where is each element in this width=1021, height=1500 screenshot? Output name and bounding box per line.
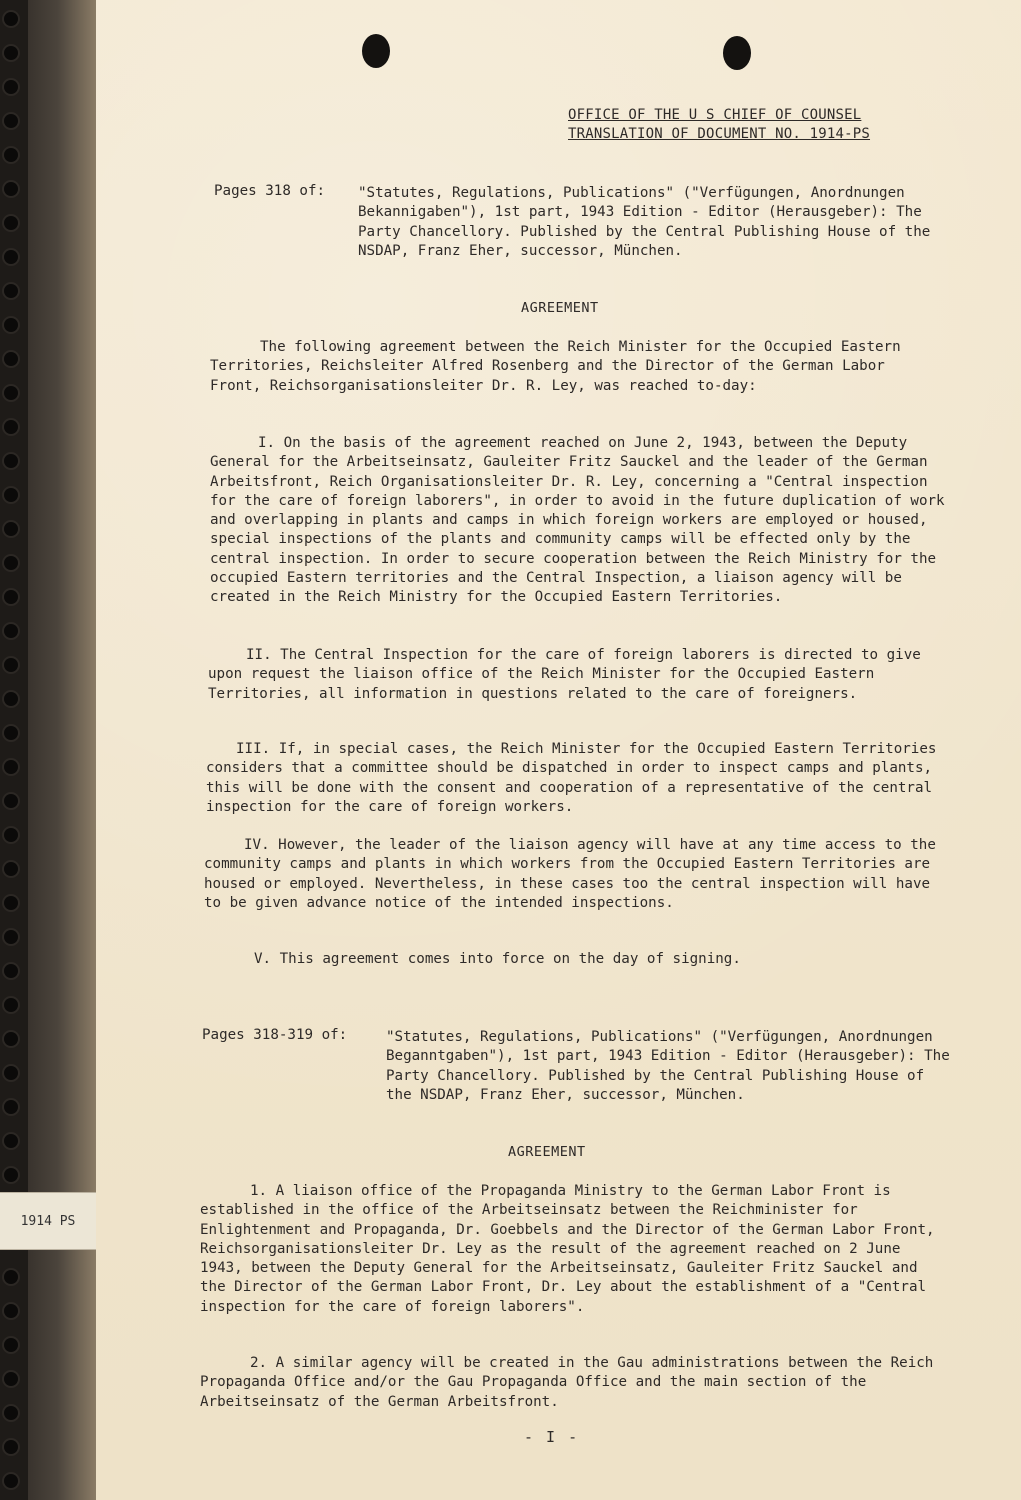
article-i: I. On the basis of the agreement reached on June 2, 1943, between the Deputy General for the Arbeitseinsatz, Gauleiter Fritz Sauckel and the leader of the German Arbeitsfront, Reich Organisationsleiter Dr. R. Ley, concerning a "Central inspection for the care of foreign laborers", in order to avoid in the future duplication of work and overlapping in plants and camps in which foreign workers are employed or housed, special inspections of the plants and community camps will be effected only by the central inspection. In order to secure cooperation between the Reich Ministry for the occupied Eastern territories and the Central Inspection, a liaison agency will be created in the Reich Ministry for the Occupied Eastern Territories.	[210, 435, 954, 606]
page-number: - I -	[524, 1428, 580, 1446]
citation-label: Pages 318-319 of:	[202, 1027, 348, 1043]
binder-hole	[4, 284, 18, 298]
binder-hole	[4, 692, 18, 706]
citation-text: "Statutes, Regulations, Publications" ("Verfügungen, Anordnungen Beganntgaben"), 1st part, 1943 Edition - Editor (Herausgeber): The Party Chancellory. Published by the Central Publishing House of the NSDAP, Franz Eher, successor, München.	[386, 1029, 950, 1104]
citation-label: Pages 318 of:	[214, 183, 326, 199]
article-ii: II. The Central Inspection for the care of foreign laborers is directed to give upon request the liaison office of the Reich Minister for the Occupied Eastern Territories, all information in questions related to the care of foreigners.	[208, 647, 930, 702]
binder-hole	[4, 1304, 18, 1318]
binder-hole	[4, 148, 18, 162]
binder-hole	[4, 862, 18, 876]
binder-hole	[4, 760, 18, 774]
binder-hole	[4, 1134, 18, 1148]
article-v: V. This agreement comes into force on the day of signing.	[254, 951, 741, 967]
binder-hole	[4, 250, 18, 264]
binder-hole	[4, 930, 18, 944]
binder-hole	[4, 488, 18, 502]
binder-hole	[4, 318, 18, 332]
document-page	[96, 0, 1021, 1500]
binder-hole	[4, 998, 18, 1012]
binder-hole	[4, 1100, 18, 1114]
binder-hole	[4, 522, 18, 536]
binder-hole	[4, 1406, 18, 1420]
binder-hole	[4, 828, 18, 842]
binder-hole	[4, 454, 18, 468]
document-header	[568, 106, 904, 144]
agreement-heading-2: AGREEMENT	[508, 1144, 586, 1160]
binder-hole	[4, 624, 18, 638]
binder-edge	[0, 0, 96, 1500]
agreement-heading-1: AGREEMENT	[521, 300, 599, 316]
binder-hole	[4, 420, 18, 434]
article-iii: III. If, in special cases, the Reich Minister for the Occupied Eastern Territories considers that a committee should be dispatched in order to inspect camps and plants, this will be done with the consent and cooperation of a representative of the central inspection for the care of foreign workers.	[206, 741, 945, 815]
punch-hole-left	[362, 34, 390, 68]
binder-hole	[4, 80, 18, 94]
binder-hole	[4, 658, 18, 672]
binder-hole	[4, 1032, 18, 1046]
binder-hole	[4, 1270, 18, 1284]
binder-hole	[4, 182, 18, 196]
binder-tab-label: 1914 PS	[0, 1192, 96, 1250]
binder-hole	[4, 964, 18, 978]
binder-hole	[4, 1440, 18, 1454]
binder-hole	[4, 46, 18, 60]
punch-hole-right	[723, 36, 751, 70]
binder-hole	[4, 1168, 18, 1182]
binder-hole	[4, 794, 18, 808]
binder-hole	[4, 1474, 18, 1488]
binder-hole	[4, 1338, 18, 1352]
binder-hole	[4, 216, 18, 230]
binder-hole	[4, 726, 18, 740]
clause-2: 2. A similar agency will be created in the Gau administrations between the Reich Propaganda Office and/or the Gau Propaganda Office and the main section of the Arbeitseinsatz of the German Arbeitsfront.	[200, 1355, 942, 1410]
binder-hole	[4, 114, 18, 128]
binder-hole	[4, 386, 18, 400]
binder-hole	[4, 1066, 18, 1080]
binder-hole	[4, 12, 18, 26]
article-iv: IV. However, the leader of the liaison agency will have at any time access to the community camps and plants in which workers from the Occupied Eastern Territories are housed or employed. Nevertheless, in these cases too the central inspection will have to be given advance notice of the intended inspections.	[204, 837, 945, 911]
binder-hole	[4, 590, 18, 604]
citation-text: "Statutes, Regulations, Publications" ("Verfügungen, Anordnungen Bekannigaben"), 1st part, 1943 Edition - Editor (Herausgeber): The Party Chancellory. Published by the Central Publishing House of the NSDAP, Franz Eher, successor, München.	[358, 185, 931, 260]
header-translation-line: TRANSLATION OF DOCUMENT NO. 1914-PS	[568, 126, 871, 142]
binder-hole	[4, 556, 18, 570]
binder-hole	[4, 352, 18, 366]
binder-hole	[4, 896, 18, 910]
binder-hole	[4, 1372, 18, 1386]
clause-1: 1. A liaison office of the Propaganda Ministry to the German Labor Front is established in the office of the Arbeitseinsatz between the Reichminister for Enlightenment and Propaganda, Dr. Goebbels and the Director of the German Labor Front, Reichsorganisationsleiter Dr. Ley as the result of the agreement reached on 2 June 1943, between the Deputy General for the Arbeitseinsatz, Gauleiter Fritz Sauckel and the Director of the German Labor Front, Dr. Ley about the establishment of a "Central inspection for the care of foreign laborers".	[200, 1183, 944, 1315]
agreement-intro: The following agreement between the Reich Minister for the Occupied Eastern Territories, Reichsleiter Alfred Rosenberg and the Director of the German Labor Front, Reichsorganisationsleiter Dr. R. Ley, was reached to-day:	[210, 339, 910, 394]
header-office-line: OFFICE OF THE U S CHIEF OF COUNSEL	[568, 107, 862, 123]
